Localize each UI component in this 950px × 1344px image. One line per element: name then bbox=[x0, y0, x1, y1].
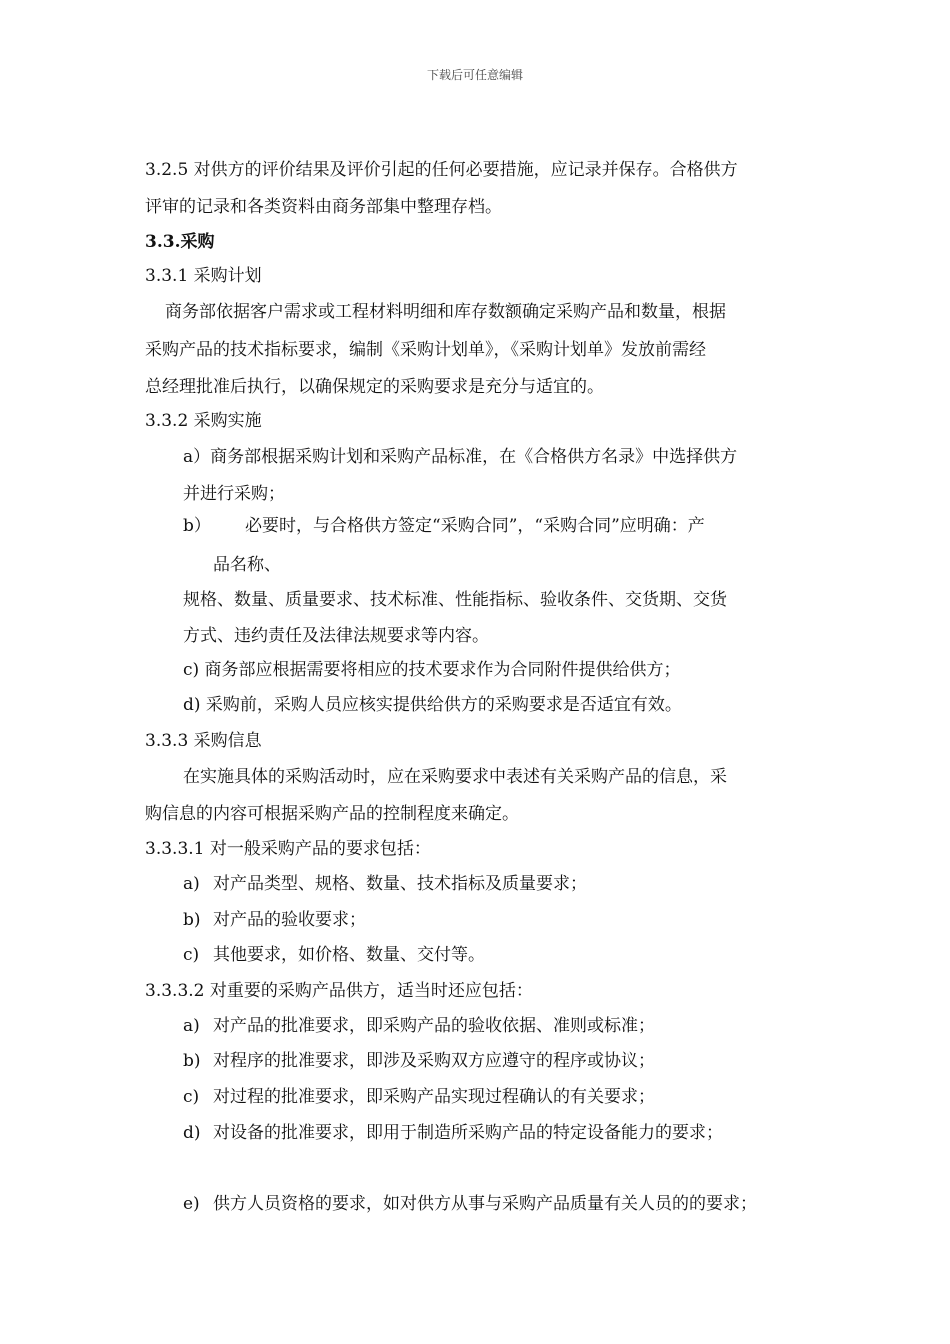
paragraph-line: 总经理批准后执行，以确保规定的采购要求是充分与适宜的。 bbox=[145, 377, 604, 397]
list-item-text: 对产品类型、规格、数量、技术指标及质量要求； bbox=[213, 874, 587, 894]
list-item-continuation: 方式、违约责任及法律法规要求等内容。 bbox=[183, 626, 489, 646]
list-item-text: 对程序的批准要求，即涉及采购双方应遵守的程序或协议； bbox=[213, 1051, 655, 1071]
subsection-heading: 3.3.3 采购信息 bbox=[145, 731, 262, 751]
list-marker: a) bbox=[183, 874, 200, 894]
paragraph-line: 购信息的内容可根据采购产品的控制程度来确定。 bbox=[145, 804, 519, 824]
list-item bbox=[183, 1123, 723, 1143]
list-item-continuation: 品名称、 bbox=[213, 555, 281, 575]
list-item-continuation: 并进行采购； bbox=[183, 484, 285, 504]
subsection-heading: 3.3.1 采购计划 bbox=[145, 266, 262, 286]
paragraph-line: 在实施具体的采购活动时，应在采购要求中表述有关采购产品的信息，采 bbox=[183, 767, 727, 787]
paragraph-line: 商务部依据客户需求或工程材料明细和库存数额确定采购产品和数量，根据 bbox=[165, 302, 726, 322]
section-heading: 3.3.采购 bbox=[145, 232, 215, 252]
list-marker: d) bbox=[183, 1123, 201, 1143]
list-marker: b） bbox=[183, 516, 211, 536]
list-item: d) 采购前，采购人员应核实提供给供方的采购要求是否适宜有效。 bbox=[183, 695, 682, 715]
list-item-continuation: 规格、数量、质量要求、技术标准、性能指标、验收条件、交货期、交货 bbox=[183, 590, 727, 610]
page-header: 下载后可任意编辑 bbox=[426, 68, 523, 82]
list-marker: e) bbox=[183, 1194, 200, 1214]
list-item: a）商务部根据采购计划和采购产品标准，在《合格供方名录》中选择供方 bbox=[183, 447, 738, 467]
list-item bbox=[183, 945, 485, 965]
list-marker: b) bbox=[183, 910, 201, 930]
list-marker: c) bbox=[183, 1087, 200, 1107]
list-item bbox=[183, 1087, 655, 1107]
paragraph-line: 评审的记录和各类资料由商务部集中整理存档。 bbox=[145, 197, 502, 217]
subsection-heading: 3.3.3.2 对重要的采购产品供方，适当时还应包括： bbox=[145, 981, 533, 1001]
list-item-text: 对产品的验收要求； bbox=[213, 910, 366, 930]
list-marker: a) bbox=[183, 1016, 200, 1036]
subsection-heading: 3.3.2 采购实施 bbox=[145, 411, 262, 431]
list-item-text: 其他要求，如价格、数量、交付等。 bbox=[213, 945, 485, 965]
list-item: c) 商务部应根据需要将相应的技术要求作为合同附件提供给供方； bbox=[183, 660, 681, 680]
list-marker: c) bbox=[183, 945, 200, 965]
subsection-heading: 3.3.3.1 对一般采购产品的要求包括： bbox=[145, 839, 431, 859]
paragraph-line: 3.2.5 对供方的评价结果及评价引起的任何必要措施，应记录并保存。合格供方 bbox=[145, 160, 738, 180]
list-item bbox=[183, 1051, 655, 1071]
list-item bbox=[183, 1016, 655, 1036]
list-item bbox=[183, 874, 587, 894]
list-item-text: 对产品的批准要求，即采购产品的验收依据、准则或标准； bbox=[213, 1016, 655, 1036]
list-item bbox=[183, 516, 705, 536]
list-item-text: 必要时，与合格供方签定“采购合同”，“采购合同”应明确：产 bbox=[245, 516, 705, 536]
list-item-text: 对设备的批准要求，即用于制造所采购产品的特定设备能力的要求； bbox=[213, 1123, 723, 1143]
list-item-text: 对过程的批准要求，即采购产品实现过程确认的有关要求； bbox=[213, 1087, 655, 1107]
list-item bbox=[183, 1194, 757, 1214]
list-item-text: 供方人员资格的要求，如对供方从事与采购产品质量有关人员的的要求； bbox=[213, 1194, 757, 1214]
list-marker: b) bbox=[183, 1051, 201, 1071]
list-item bbox=[183, 910, 366, 930]
paragraph-line: 采购产品的技术指标要求，编制《采购计划单》，《采购计划单》发放前需经 bbox=[145, 340, 706, 360]
